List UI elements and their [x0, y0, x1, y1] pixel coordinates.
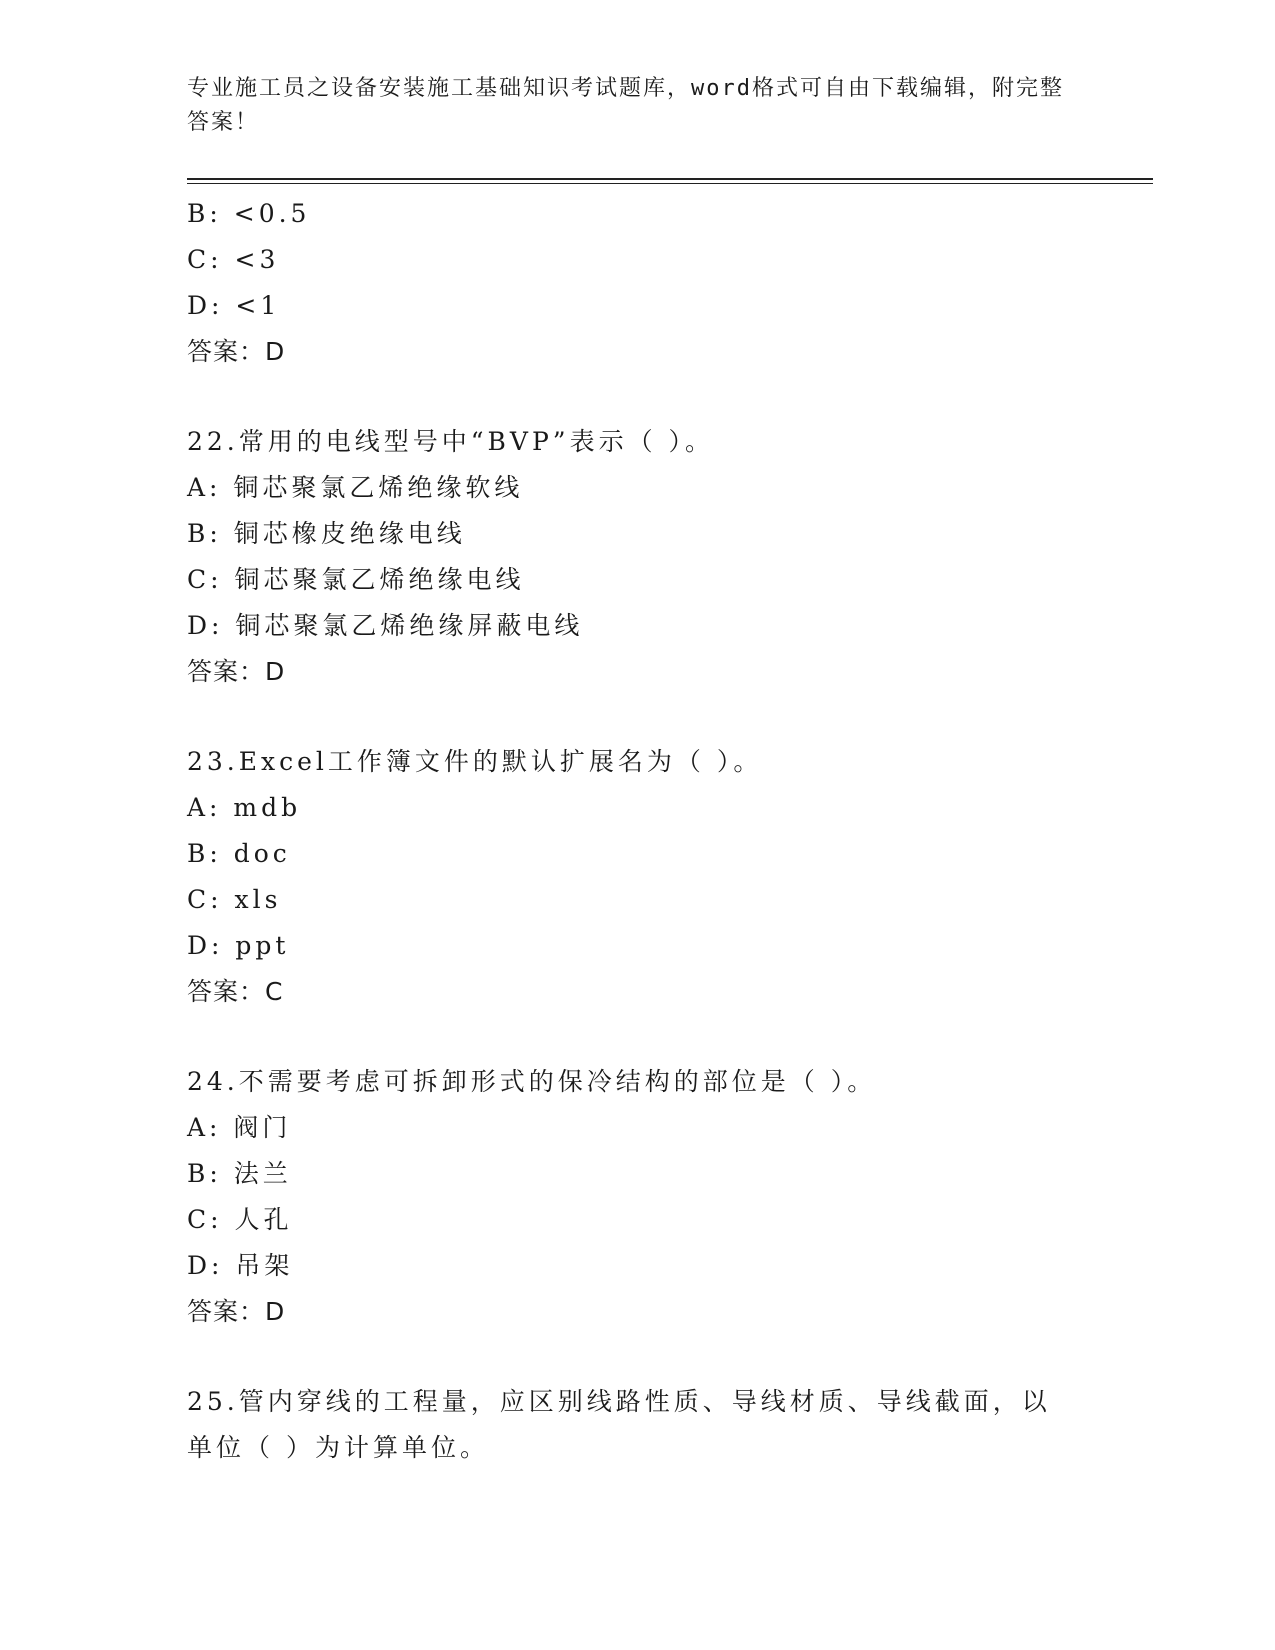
- header-rule-thin: [187, 183, 1153, 184]
- option-c: C: <3: [187, 245, 280, 274]
- option-d: D: <1: [187, 291, 281, 320]
- option-a: A: 阀门: [187, 1113, 292, 1142]
- document-header: 专业施工员之设备安装施工基础知识考试题库，word格式可自由下载编辑，附完整答案！: [187, 76, 1064, 135]
- answer: 答案：C: [187, 977, 284, 1006]
- option-a: A: mdb: [187, 793, 302, 822]
- question-25: [187, 1379, 1087, 1471]
- option-d: D: 吊架: [187, 1251, 294, 1280]
- option-d: D: 铜芯聚氯乙烯绝缘屏蔽电线: [187, 611, 584, 640]
- option-b: B: 铜芯橡皮绝缘电线: [187, 519, 466, 548]
- question-text: 22.常用的电线型号中“BVP”表示（ ）。: [187, 427, 715, 456]
- option-d: D: ppt: [187, 931, 290, 960]
- answer: 答案：D: [187, 337, 286, 366]
- answer: 答案：D: [187, 1297, 286, 1326]
- question-21: [187, 191, 1087, 375]
- option-b: B: 法兰: [187, 1159, 292, 1188]
- option-b: B: doc: [187, 839, 291, 868]
- option-c: C: 铜芯聚氯乙烯绝缘电线: [187, 565, 525, 594]
- question-23: [187, 739, 1087, 1015]
- question-24: [187, 1059, 1087, 1335]
- option-b: B: <0.5: [187, 199, 311, 228]
- question-list: [187, 191, 1087, 1471]
- option-c: C: xls: [187, 885, 282, 914]
- answer: 答案：D: [187, 657, 286, 686]
- question-text: 23.Excel工作簿文件的默认扩展名为（ ）。: [187, 747, 763, 776]
- header-rule-thick: [187, 178, 1153, 180]
- question-text: 24.不需要考虑可拆卸形式的保冷结构的部位是（ ）。: [187, 1067, 877, 1096]
- question-text: 25.管内穿线的工程量，应区别线路性质、导线材质、导线截面，以单位（ ）为计算单位。: [187, 1387, 1051, 1462]
- question-22: [187, 419, 1087, 695]
- option-c: C: 人孔: [187, 1205, 293, 1234]
- option-a: A: 铜芯聚氯乙烯绝缘软线: [187, 473, 524, 502]
